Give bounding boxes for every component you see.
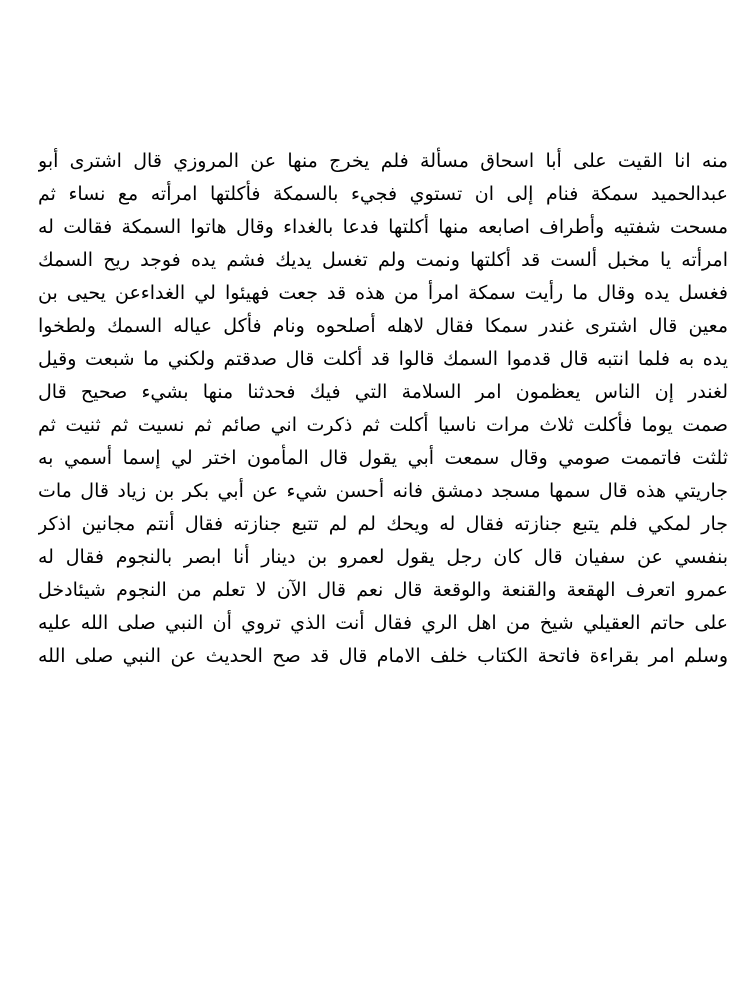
text-line-10: ثلثت فاتممت صومي وقال سمعت أبي يقول قال المأمون اختر لي إسما أسمي به [38, 447, 728, 469]
text-line-13: بنفسي عن سفيان قال كان رجل يقول لعمرو بن دينار أنا ابصر بالنجوم فقال له [38, 546, 728, 568]
text-line-14: عمرو اتعرف الهقعة والقنعة والوقعة قال نعم قال الآن لا تعلم من النجوم شيئادخل [38, 579, 728, 601]
text-line-2: عبدالحميد سمكة فنام إلى ان تستوي فجيء بالسمكة فأكلتها امرأته مع نساء ثم [38, 183, 728, 205]
text-line-9: صمت يوما فأكلت ثلاث مرات ناسيا أكلت ثم ذكرت اني صائم ثم نسيت ثم ثنيت ثم [38, 414, 728, 436]
text-line-4: امرأته يا مخبل ألست قد أكلتها ونمت ولم تغسل يديك فشم يده فوجد ريح السمك [38, 249, 728, 271]
text-line-11: جاريتي هذه قال سمها مسجد دمشق فانه أحسن شيء عن أبي بكر بن زياد قال مات [38, 480, 728, 502]
text-line-5: فغسل يده وقال ما رأيت سمكة امرأ من هذه قد جعت فهيئوا لي الغداءعن يحيى بن [38, 282, 728, 304]
text-line-6: معين قال اشترى غندر سمكا فقال لاهله أصلحوه ونام فأكل عياله السمك ولطخوا [38, 315, 728, 337]
text-line-12: جار لمكي فلم يتبع جنازته فقال له ويحك لم لم تتبع جنازته فقال أنتم مجانين اذكر [38, 513, 728, 535]
text-line-1: منه انا القيت على أبا اسحاق مسألة فلم يخرج منها عن المروزي قال اشترى أبو [38, 150, 728, 172]
text-line-16: وسلم امر بقراءة فاتحة الكتاب خلف الامام قال قد صح الحديث عن النبي صلى الله [38, 645, 728, 667]
text-line-3: مسحت شفتيه وأطراف اصابعه منها أكلتها فدعا بالغداء وقال هاتوا السمكة فقالت له [38, 216, 728, 238]
text-line-7: يده به فلما انتبه قال قدموا السمك قالوا قد أكلت قال صدقتم ولكني ما شبعت وقيل [38, 348, 728, 370]
body-text [38, 145, 728, 673]
text-line-8: لغندر إن الناس يعظمون امر السلامة التي فيك فحدثنا منها بشيء صحيح قال [38, 381, 728, 403]
text-line-15: على حاتم العقيلي شيخ من اهل الري فقال أنت الذي تروي أن النبي صلى الله عليه [38, 612, 728, 634]
